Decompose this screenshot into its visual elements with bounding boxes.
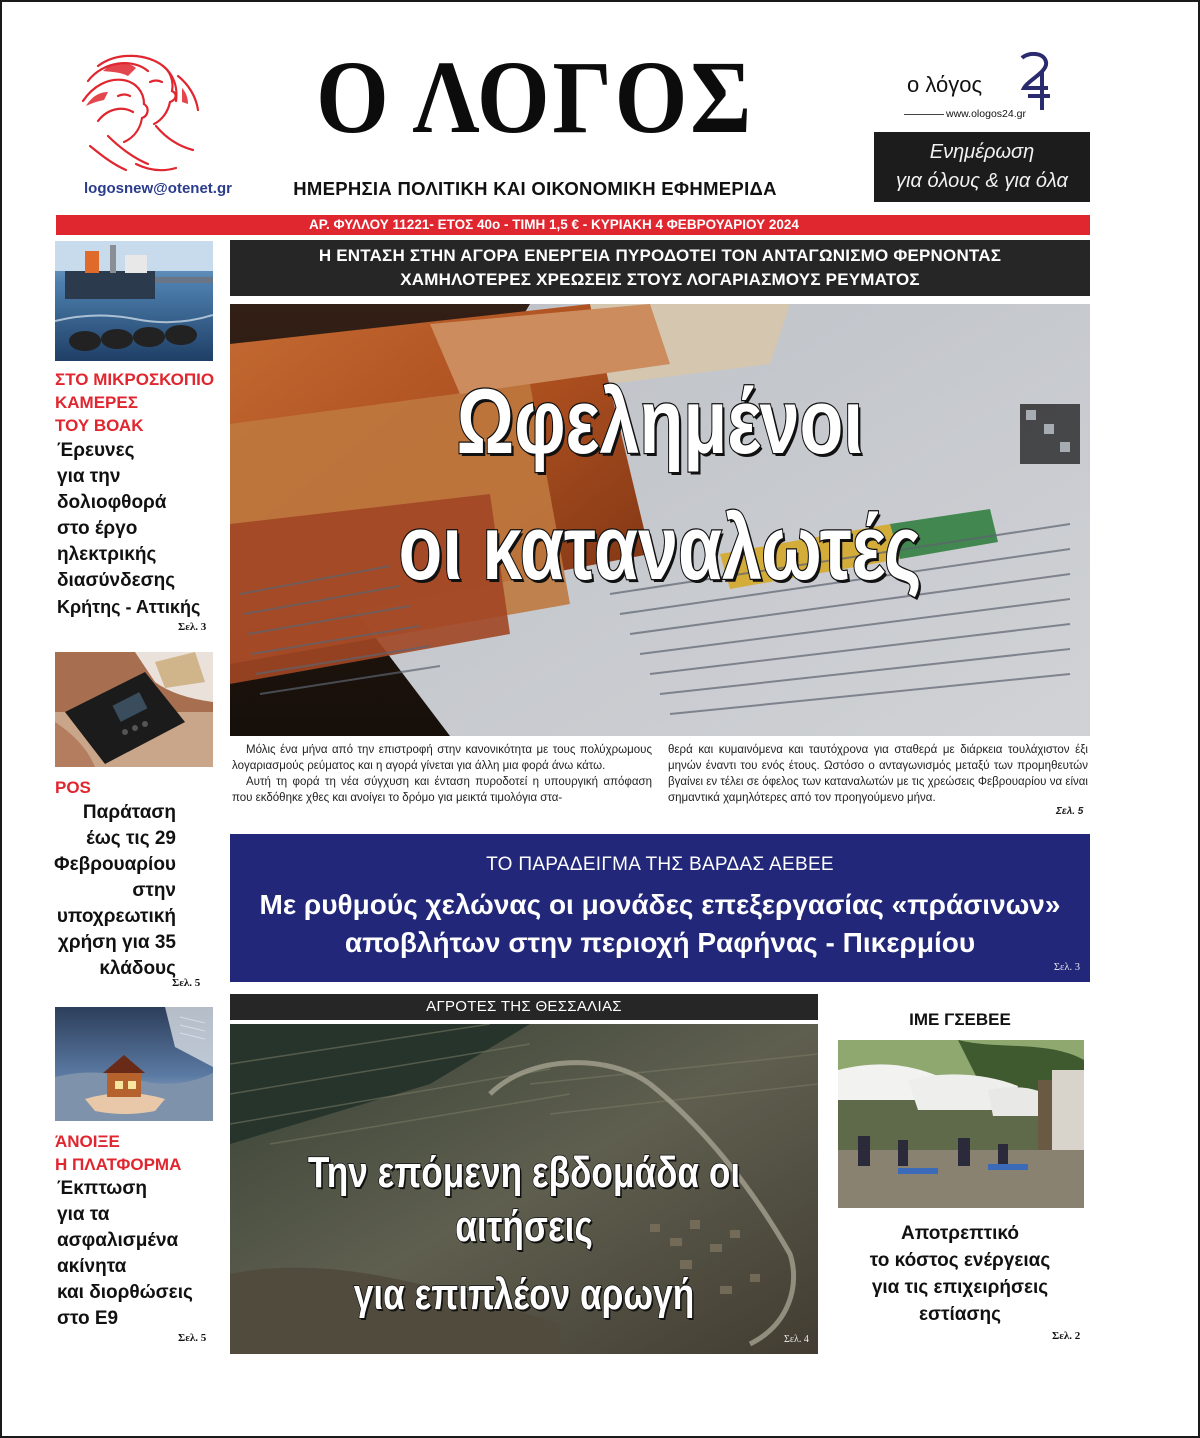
lead-kicker-line: Η ΕΝΤΑΣΗ ΣΤΗΝ ΑΓΟΡΑ ΕΝΕΡΓΕΙΑ ΠΥΡΟΔΟΤΕΙ ΤΟΝ ΑΝΤΑΓΩΝΙΣΜΟ ΦΕΡΝΟΝΤΑΣ	[318, 246, 1002, 265]
sidebar-story1-kicker-line: ΤΟΥ ΒΟΑΚ	[55, 416, 144, 435]
vardas-headline-line: Με ρυθμούς χελώνας οι μονάδες επεξεργασίας «πράσινων»	[259, 889, 1061, 920]
vardas-kicker: ΤΟ ΠΑΡΑΔΕΙΓΜΑ ΤΗΣ ΒΑΡΔΑΣ ΑΕΒΕΕ	[486, 854, 834, 875]
vardas-story-box[interactable]	[230, 834, 1090, 982]
headline-line: υποχρεωτική	[56, 906, 176, 927]
sidebar-story3-page-ref[interactable]: Σελ. 5	[178, 1332, 207, 1344]
headline-line: Έκπτωση	[57, 1178, 147, 1199]
sidebar-story2-page-ref[interactable]: Σελ. 5	[172, 977, 201, 989]
issue-info-text: ΑΡ. ΦΥΛΛΟΥ 11221- ΕΤΟΣ 40ο - ΤΙΜΗ 1,5 € - ΚΥΡΙΑΚΗ 4 ΦΕΒΡΟΥΑΡΙΟΥ 2024	[309, 217, 799, 232]
sidebar-story1-kicker	[55, 368, 220, 437]
online-edition-name: ο λόγος	[907, 72, 983, 97]
ime-headline-line: το κόστος ενέργειας	[869, 1250, 1051, 1271]
farmers-headline-line: για επιπλέον αρωγή	[353, 1270, 695, 1319]
vardas-headline	[230, 886, 1090, 962]
online-edition-url[interactable]: www.ologos24.gr	[946, 108, 1026, 120]
ime-page-ref[interactable]: Σελ. 2	[1052, 1330, 1081, 1342]
newspaper-title: Ο ΛΟΓΟΣ	[316, 40, 754, 155]
lead-body-paragraph: θερά και κυμαινόμενα και ταυτόχρονα για σταθερά με διάρκεια τουλάχιστον έξι μηνών έναντι του ενός έτους. Ωστόσο ο ανταγωνισμός μεταξύ των προμηθευτών βγαίνει εν τέλει σε όφελος των καταναλωτών με τις χρεώσεις Φεβρουαρίου να είναι σημαντικά χαμηλότερες από τον προηγούμενο μήνα.	[668, 744, 1088, 804]
sidebar-story3-photo	[55, 1007, 213, 1121]
sidebar-story1-page-ref[interactable]: Σελ. 3	[178, 621, 207, 633]
headline-line: έως τις 29	[86, 828, 176, 849]
slogan-line-2: για όλους & για όλα	[896, 170, 1068, 192]
headline-line: Κρήτης - Αττικής	[57, 597, 201, 617]
issue-info-bar	[56, 215, 1090, 235]
sidebar-story2-photo	[55, 652, 213, 767]
headline-line: ασφαλισμένα	[57, 1230, 179, 1251]
headline-line: Φεβρουαρίου	[53, 854, 176, 875]
lead-headline[interactable]	[325, 370, 996, 600]
farmers-headline-line: Την επόμενη εβδομάδα οι αιτήσεις	[307, 1148, 741, 1251]
headline-line: Έρευνες	[57, 440, 135, 461]
ime-headline-line: Αποτρεπτικό	[901, 1223, 1019, 1244]
slogan-line-1: Ενημέρωση	[929, 141, 1035, 163]
lead-page-ref[interactable]: Σελ. 5	[1056, 806, 1084, 817]
headline-line: ηλεκτρικής	[57, 544, 157, 565]
headline-line: για την	[57, 466, 121, 487]
online-mark-label	[1040, 54, 1041, 55]
sidebar-story1-kicker-line: ΚΑΜΕΡΕΣ	[55, 393, 138, 412]
headline-line: διασύνδεσης	[57, 570, 176, 591]
logo-faces-illustration	[78, 46, 218, 176]
online-edition-24-mark	[1018, 52, 1052, 112]
sidebar-story1-kicker-line: ΣΤΟ ΜΙΚΡΟΣΚΟΠΙΟ	[55, 370, 215, 389]
sidebar-story3-kicker-line: ΆΝΟΙΞΕ	[55, 1132, 120, 1151]
lead-body-paragraph: Μόλις ένα μήνα από την επιστροφή στην κανονικότητα με τους πολύχρωμους λογαριασμούς ρεύματος και η αγορά γίνεται για άλλη μια φορά άνω κάτω.	[232, 744, 652, 772]
ime-headline-line: εστίασης	[919, 1304, 1001, 1325]
sidebar-story2-headline[interactable]	[40, 800, 176, 982]
vardas-headline-line: αποβλήτων στην περιοχή Ραφήνας - Πικερμίου	[344, 927, 976, 958]
sidebar-story1-photo	[55, 241, 213, 361]
vardas-page-ref[interactable]: Σελ. 3	[1053, 962, 1080, 973]
lead-headline-line: οι καταναλωτές	[398, 497, 922, 599]
sidebar-story3-kicker	[55, 1130, 220, 1176]
lead-kicker-band	[230, 240, 1090, 296]
sidebar-story1-headline[interactable]	[55, 438, 215, 620]
farmers-headline[interactable]	[289, 1146, 759, 1322]
sidebar-story3-headline[interactable]	[57, 1176, 217, 1332]
slogan-box	[874, 132, 1090, 202]
headline-line: στο Ε9	[57, 1308, 119, 1329]
ime-headline[interactable]	[836, 1220, 1084, 1328]
farmers-page-ref[interactable]: Σελ. 4	[784, 1334, 809, 1345]
headline-line: στην	[132, 880, 176, 901]
lead-body-paragraph: Αυτή τη φορά τη νέα σύγχυση και ένταση πυροδοτεί η υπουργική απόφαση που εκδόθηκε χθες και ανοίγει το δρόμο για μεικτά τιμολόγια στα-	[232, 776, 652, 804]
headline-line: Παράταση	[82, 802, 176, 823]
headline-line: δολιοφθορά	[57, 492, 167, 513]
ime-kicker: ΙΜΕ ΓΣΕΒΕΕ	[909, 1010, 1011, 1029]
headline-line: και διορθώσεις	[57, 1282, 193, 1303]
online-edition-rule	[904, 114, 944, 115]
sidebar-story2-kicker: POS	[55, 778, 91, 797]
sidebar-story3-kicker-line: Η ΠΛΑΤΦΟΡΜΑ	[55, 1155, 182, 1174]
ime-restaurant-terrace-photo	[838, 1040, 1084, 1208]
headline-line: χρήση για 35	[57, 932, 176, 953]
headline-line: ακίνητα	[57, 1256, 127, 1277]
headline-line: στο έργο	[57, 518, 138, 539]
ime-headline-line: για τις επιχειρήσεις	[871, 1277, 1049, 1298]
farmers-kicker-band: ΑΓΡΟΤΕΣ ΤΗΣ ΘΕΣΣΑΛΙΑΣ	[230, 994, 818, 1020]
lead-kicker-line: ΧΑΜΗΛΟΤΕΡΕΣ ΧΡΕΩΣΕΙΣ ΣΤΟΥΣ ΛΟΓΑΡΙΑΣΜΟΥΣ ΡΕΥΜΑΤΟΣ	[400, 270, 920, 289]
contact-email[interactable]: logosnew@otenet.gr	[84, 180, 232, 197]
headline-line: κλάδους	[99, 958, 176, 979]
lead-headline-line: Ωφελημένοι	[456, 371, 864, 473]
headline-line: για τα	[57, 1204, 110, 1225]
lead-body-column-1	[232, 742, 652, 806]
lead-body-column-2	[668, 742, 1088, 806]
newspaper-subtitle: ΗΜΕΡΗΣΙΑ ΠΟΛΙΤΙΚΗ ΚΑΙ ΟΙΚΟΝΟΜΙΚΗ ΕΦΗΜΕΡΙΔΑ	[293, 178, 777, 199]
